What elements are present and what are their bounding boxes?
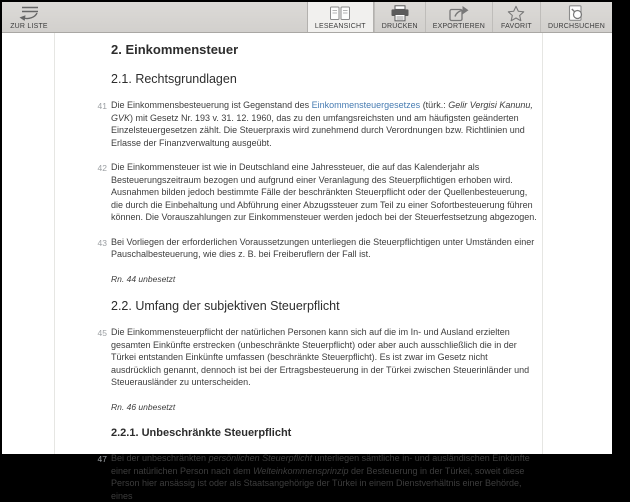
- document-body: [55, 33, 542, 502]
- toolbar: [2, 2, 612, 33]
- law-link[interactable]: Einkommensteuergesetzes: [311, 100, 421, 110]
- paragraph-45: [97, 326, 537, 389]
- toolbar-button-label: EXPORTIEREN: [432, 23, 485, 30]
- printer-icon: [389, 5, 411, 22]
- margin-number: 41: [97, 101, 107, 111]
- toolbar-button-favorit[interactable]: [492, 2, 540, 32]
- margin-number: 47: [97, 454, 107, 464]
- empty-margin-note-44: Rn. 44 unbesetzt: [111, 273, 176, 284]
- paragraph-43: [97, 236, 537, 261]
- toolbar-button-durchsuchen[interactable]: [540, 2, 612, 32]
- export-arrow-icon: [448, 5, 470, 22]
- subsection-heading-unbeschraenkte: 2.2.1. Unbeschränkte Steuerpflicht: [111, 427, 292, 439]
- search-document-icon: [566, 5, 586, 22]
- toolbar-button-label: DURCHSUCHEN: [547, 23, 605, 30]
- paragraph-text: Bei Vorliegen der erforderlichen Voraussetzungen unterliegen die Steuerpflichtigen unter Umständen einer Pauschalbesteuerung, wie dies z. B. bei Freiberuflern der Fall ist.: [111, 236, 535, 259]
- margin-number: 45: [97, 328, 107, 338]
- toolbar-button-label: FAVORIT: [501, 23, 532, 30]
- margin-number: 42: [97, 163, 107, 173]
- section-heading-rechtsgrundlagen: 2.1. Rechtsgrundlagen: [111, 72, 237, 86]
- paragraph-text: [111, 100, 533, 148]
- text-segment: (türk.:: [420, 100, 449, 110]
- list-back-icon: [16, 5, 42, 22]
- open-book-icon: [329, 5, 351, 22]
- text-segment: unterliegen sämtliche in- und ausländischen Einkünfte einer natürlichen Person nach dem: [111, 453, 530, 476]
- turkish-term: Gelir Vergisi Kanunu, GVK: [111, 100, 533, 123]
- text-segment: ) mit Gesetz Nr. 193 v. 31. 12. 1960, das zu den umfangsreichsten und am häufigsten geänderten Einzelsteuergesetzen zählt. Die Steuerpraxis wird zunehmend durch Verordnungen bzw. Richtlinien und Erlasse der Finanzverwaltung ausgeübt.: [111, 112, 525, 148]
- text-segment: Bei der unbeschränkten: [111, 453, 209, 463]
- toolbar-button-label: LESEANSICHT: [314, 23, 366, 30]
- paragraph-text: Die Einkommensteuer ist wie in Deutschland eine Jahressteuer, die auf das Kalenderjahr als Besteuerungszeitraum bezogen und aufgrund einer Veranlagung des Steuerpflichtigen erhoben wird. Ausnahmen bilden jedoch bestimmte Fälle der beschränkten Steuerpflicht oder der Quellenbesteuerung, die durch die Einbehaltung und Abführung einer Abzugssteuer zum Teil zu einer Sofortbesteuerung führen können. Die Vorauszahlungen zur Einkommensteuer werden jedoch bei der Steuerfestsetzung abgezogen.: [111, 162, 537, 222]
- back-to-list-button[interactable]: [2, 2, 56, 32]
- emphasized-term: Welteinkommensprinzip: [253, 465, 349, 476]
- empty-margin-note-46: Rn. 46 unbesetzt: [111, 401, 176, 412]
- text-segment: der Besteuerung in der Türkei, soweit diese Person hier ansässig ist oder als Staatsangehörige der Türkei in einem Dienstverhältnis einer Behörde, eines: [111, 465, 525, 501]
- toolbar-actions: [307, 2, 612, 32]
- margin-number: 43: [97, 237, 107, 248]
- document-page: [54, 33, 543, 501]
- text-segment: Die Einkommensbesteuerung ist Gegenstand des: [111, 100, 312, 110]
- toolbar-button-leseansicht[interactable]: [307, 2, 374, 32]
- chapter-heading: 2. Einkommensteuer: [111, 42, 239, 57]
- paragraph-41: [97, 99, 537, 149]
- star-icon: [506, 5, 526, 22]
- paragraph-47: [97, 452, 537, 502]
- back-to-list-label: ZUR LISTE: [10, 23, 48, 30]
- app-window: [2, 2, 612, 501]
- emphasized-term: persönlichen Steuerpflicht: [208, 453, 313, 463]
- paragraph-text: [111, 453, 530, 501]
- reading-pane: [2, 33, 612, 501]
- section-heading-umfang: 2.2. Umfang der subjektiven Steuerpflicht: [111, 299, 340, 313]
- toolbar-button-exportieren[interactable]: [425, 2, 492, 32]
- paragraph-42: [97, 161, 537, 224]
- toolbar-button-drucken[interactable]: [374, 2, 425, 32]
- toolbar-button-label: DRUCKEN: [381, 23, 418, 30]
- paragraph-text: Die Einkommensteuerpflicht der natürlichen Personen kann sich auf die im In- und Ausland erzielten gesamten Einkünfte erstrecken (unbeschränkte Steuerpflicht) oder aber auch ausschließlich die in der Türkei entstanden Einkünfte umfassen (beschränkte Steuerpflicht). Es ist zwar im Gesetz nicht ausdrücklich genannt, dennoch ist bei der Ertragsbesteuerung in der Türkei zwischen Steuerinländer und Steuerausländer zu unterscheiden.: [111, 327, 530, 387]
